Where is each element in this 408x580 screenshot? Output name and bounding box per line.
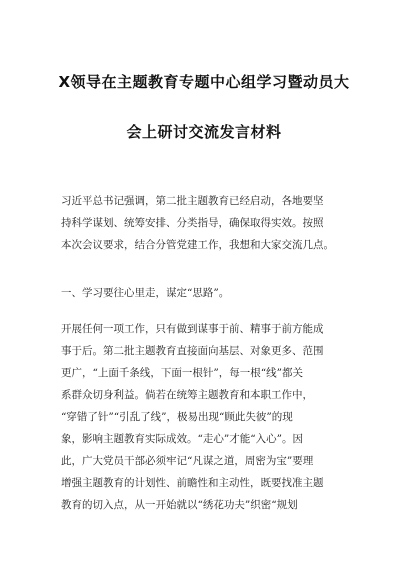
paragraph-line: 本次会议要求，结合分管党建工作，我想和大家交流几点。 (61, 239, 334, 251)
paragraph-line: 更广，“上面千条线，下面一根针”，每一根“线”都关 (61, 367, 303, 379)
paragraph-line: 教育的切入点，从一开始就以“绣花功夫”织密“规划 (61, 499, 298, 511)
body-paragraph (61, 318, 351, 516)
paragraph-line: 习近平总书记强调，第二批主题教育已经启动，各地要坚 (61, 195, 324, 207)
paragraph-line: “穿错了针”“引乱了线”，极易出现“顾此失彼”的现 (61, 411, 293, 423)
document-title-line-1: X领导在主题教育专题中心组学习暨动员大 (58, 73, 350, 91)
paragraph-line: 开展任何一项工作，只有做到谋事于前、精事于前方能成 (61, 323, 324, 335)
paragraph-line: 持科学谋划、统筹安排、分类指导，确保取得实效。按照 (61, 217, 324, 229)
paragraph-line: 此，广大党员干部必须牢记“凡谋之道，周密为宝”要理 (61, 455, 314, 467)
paragraph-line: 事于后。第二批主题教育直接面向基层、对象更多、范围 (61, 345, 324, 357)
paragraph-line: 系群众切身利益。倘若在统筹主题教育和本职工作中， (61, 389, 313, 401)
section-heading-text: 一、学习要往心里走，谋定“思路”。 (61, 287, 230, 299)
document-title-line-2: 会上研讨交流发言材料 (126, 123, 282, 141)
intro-paragraph (61, 190, 351, 256)
paragraph-line: 象，影响主题教育实际成效。“走心”才能“入心”。因 (61, 433, 303, 445)
section-heading-1 (61, 282, 351, 304)
paragraph-line: 增强主题教育的计划性、前瞻性和主动性，既要找准主题 (61, 477, 324, 489)
